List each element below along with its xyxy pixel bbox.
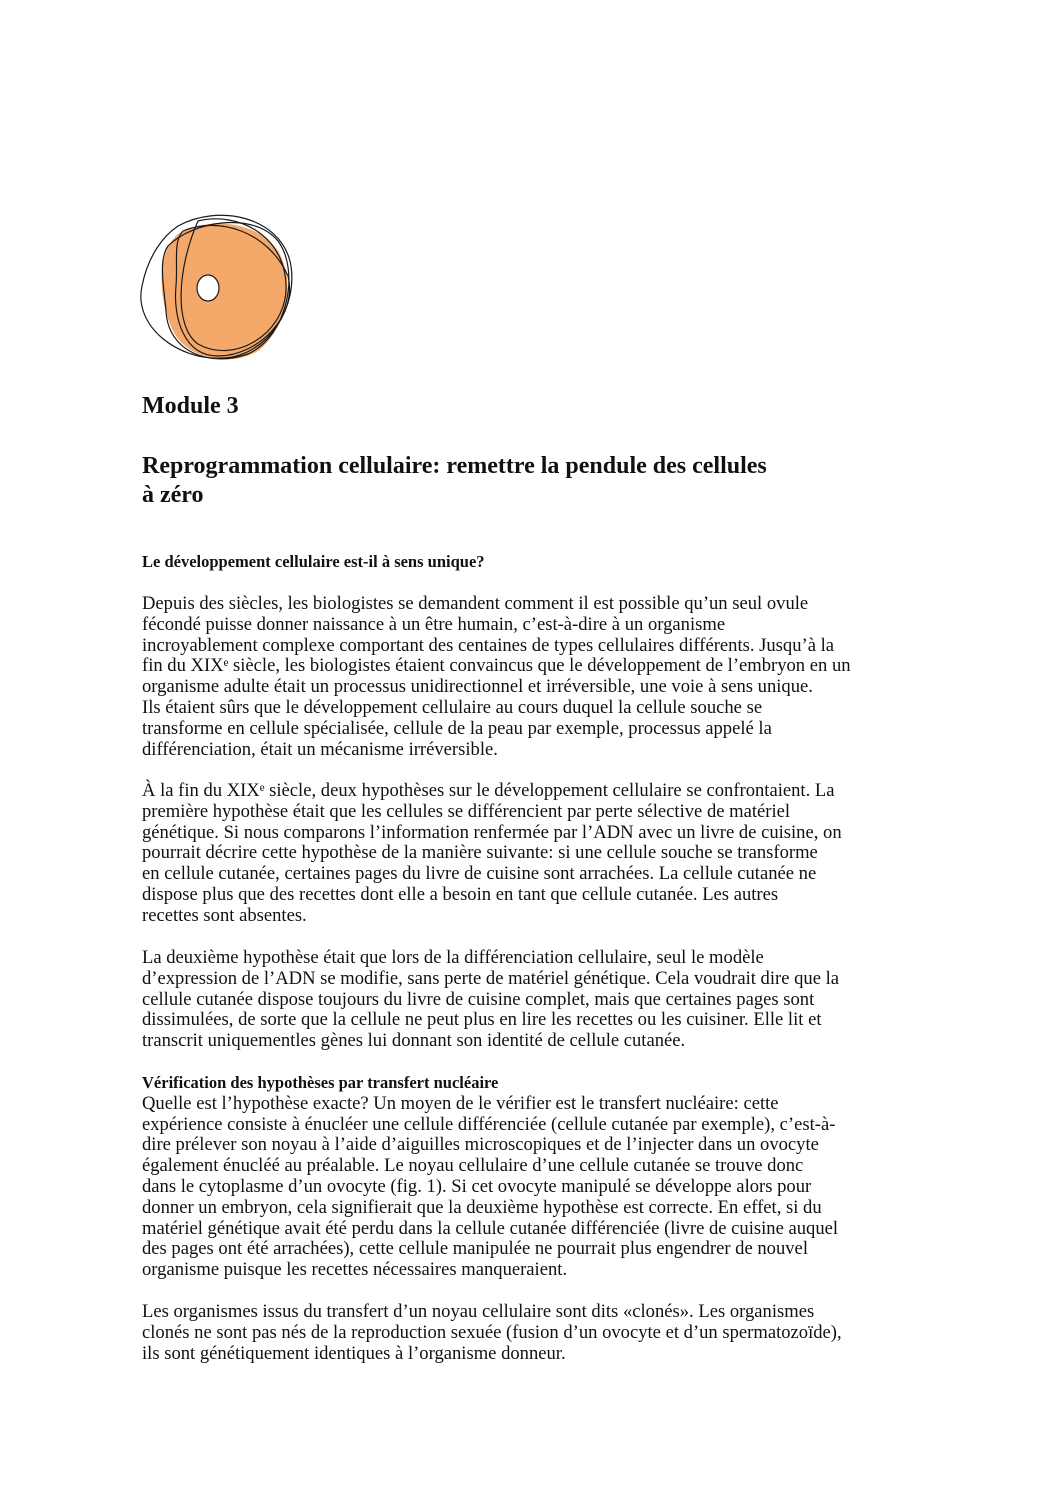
- text-line: donner un embryon, cela signifierait que la deuxième hypothèse est correcte. En effet, si du: [142, 1196, 822, 1218]
- text-line: première hypothèse était que les cellules se différencient par perte sélective de matériel: [142, 800, 791, 822]
- title-line: à zéro: [142, 482, 204, 508]
- text-line: différenciation, était un mécanisme irréversible.: [142, 738, 498, 760]
- section-heading: Le développement cellulaire est-il à sens unique?: [142, 552, 485, 571]
- text-line: d’expression de l’ADN se modifie, sans perte de matériel génétique. Cela voudrait dire que la: [142, 967, 840, 989]
- text-line: Les organismes issus du transfert d’un noyau cellulaire sont dits «clonés». Les organismes: [142, 1301, 815, 1322]
- text-line: transforme en cellule spécialisée, cellule de la peau par exemple, processus appelé la: [142, 717, 772, 739]
- text-line: en cellule cutanée, certaines pages du livre de cuisine sont arrachées. La cellule cutanée ne: [142, 863, 817, 885]
- module-label: Module 3: [142, 393, 239, 419]
- text-line: dissimulées, de sorte que la cellule ne peut plus en lire les recettes ou les cuisiner. Elle lit et: [142, 1009, 822, 1031]
- text-line: À la fin du XIXᵉ siècle, deux hypothèses sur le développement cellulaire se confrontaient. La: [142, 780, 835, 801]
- cell-logo-icon: [138, 206, 303, 366]
- text-line: clonés ne sont pas nés de la reproduction sexuée (fusion d’un ovocyte et d’un spermatozoïde),: [142, 1321, 842, 1343]
- text-line: dire prélever son noyau à l’aide d’aiguilles microscopiques et de l’injecter dans un ovocyte: [142, 1134, 819, 1156]
- section-2: [142, 1073, 838, 1281]
- text-line: ils sont génétiquement identiques à l’organisme donneur.: [142, 1342, 566, 1364]
- text-line: organisme adulte était un processus unidirectionnel et irréversible, une voie à sens unique.: [142, 676, 813, 698]
- text-line: recettes sont absentes.: [142, 904, 307, 926]
- text-line: Ils étaient sûrs que le développement cellulaire au cours duquel la cellule souche se: [142, 696, 763, 718]
- text-line: transcrit uniquementles gènes lui donnant son identité de cellule cutanée.: [142, 1030, 686, 1052]
- text-line: également énucléé au préalable. Le noyau cellulaire d’une cellule cutanée se trouve donc: [142, 1155, 804, 1177]
- paragraph-1: [142, 594, 851, 760]
- text-line: incroyablement complexe comportant des centaines de types cellulaires différents. Jusqu’à la: [142, 634, 835, 656]
- text-line: fin du XIXᵉ siècle, les biologistes étaient convaincus que le développement de l’embryon en un: [142, 655, 851, 677]
- text-line: organisme puisque les recettes nécessaires manqueraient.: [142, 1259, 568, 1281]
- text-line: génétique. Si nous comparons l’information renfermée par l’ADN avec un livre de cuisine, on: [142, 821, 842, 843]
- paragraph-3: [142, 948, 839, 1052]
- text-line: Depuis des siècles, les biologistes se demandent comment il est possible qu’un seul ovule: [142, 593, 809, 614]
- text-line: cellule cutanée dispose toujours du livre de cuisine complet, mais que certaines pages sont: [142, 988, 815, 1010]
- paragraph-5: [142, 1302, 842, 1364]
- text-line: matériel génétique avait été perdu dans la cellule cutanée différenciée (livre de cuisine auquel: [142, 1217, 839, 1239]
- paragraph-2: [142, 781, 842, 927]
- page-title: [142, 452, 767, 510]
- text-line: dispose plus que des recettes dont elle a besoin en tant que cellule cutanée. Les autres: [142, 883, 779, 905]
- text-line: fécondé puisse donner naissance à un être humain, c’est-à-dire à un organisme: [142, 613, 726, 635]
- text-line: expérience consiste à énucléer une cellule différenciée (cellule cutanée par exemple), c’est-à-: [142, 1113, 836, 1135]
- text-line: des pages ont été arrachées), cette cellule manipulée ne pourrait plus engendrer de nouvel: [142, 1238, 808, 1260]
- text-line: pourrait décrire cette hypothèse de la manière suivante: si une cellule souche se transforme: [142, 842, 818, 864]
- title-line: Reprogrammation cellulaire: remettre la pendule des cellules: [142, 453, 767, 479]
- text-line: Quelle est l’hypothèse exacte? Un moyen de le vérifier est le transfert nucléaire: cette: [142, 1092, 779, 1114]
- text-line: dans le cytoplasme d’un ovocyte (fig. 1). Si cet ovocyte manipulé se développe alors pour: [142, 1175, 812, 1197]
- section-heading: Vérification des hypothèses par transfert nucléaire: [142, 1073, 499, 1092]
- text-line: La deuxième hypothèse était que lors de la différenciation cellulaire, seul le modèle: [142, 947, 764, 968]
